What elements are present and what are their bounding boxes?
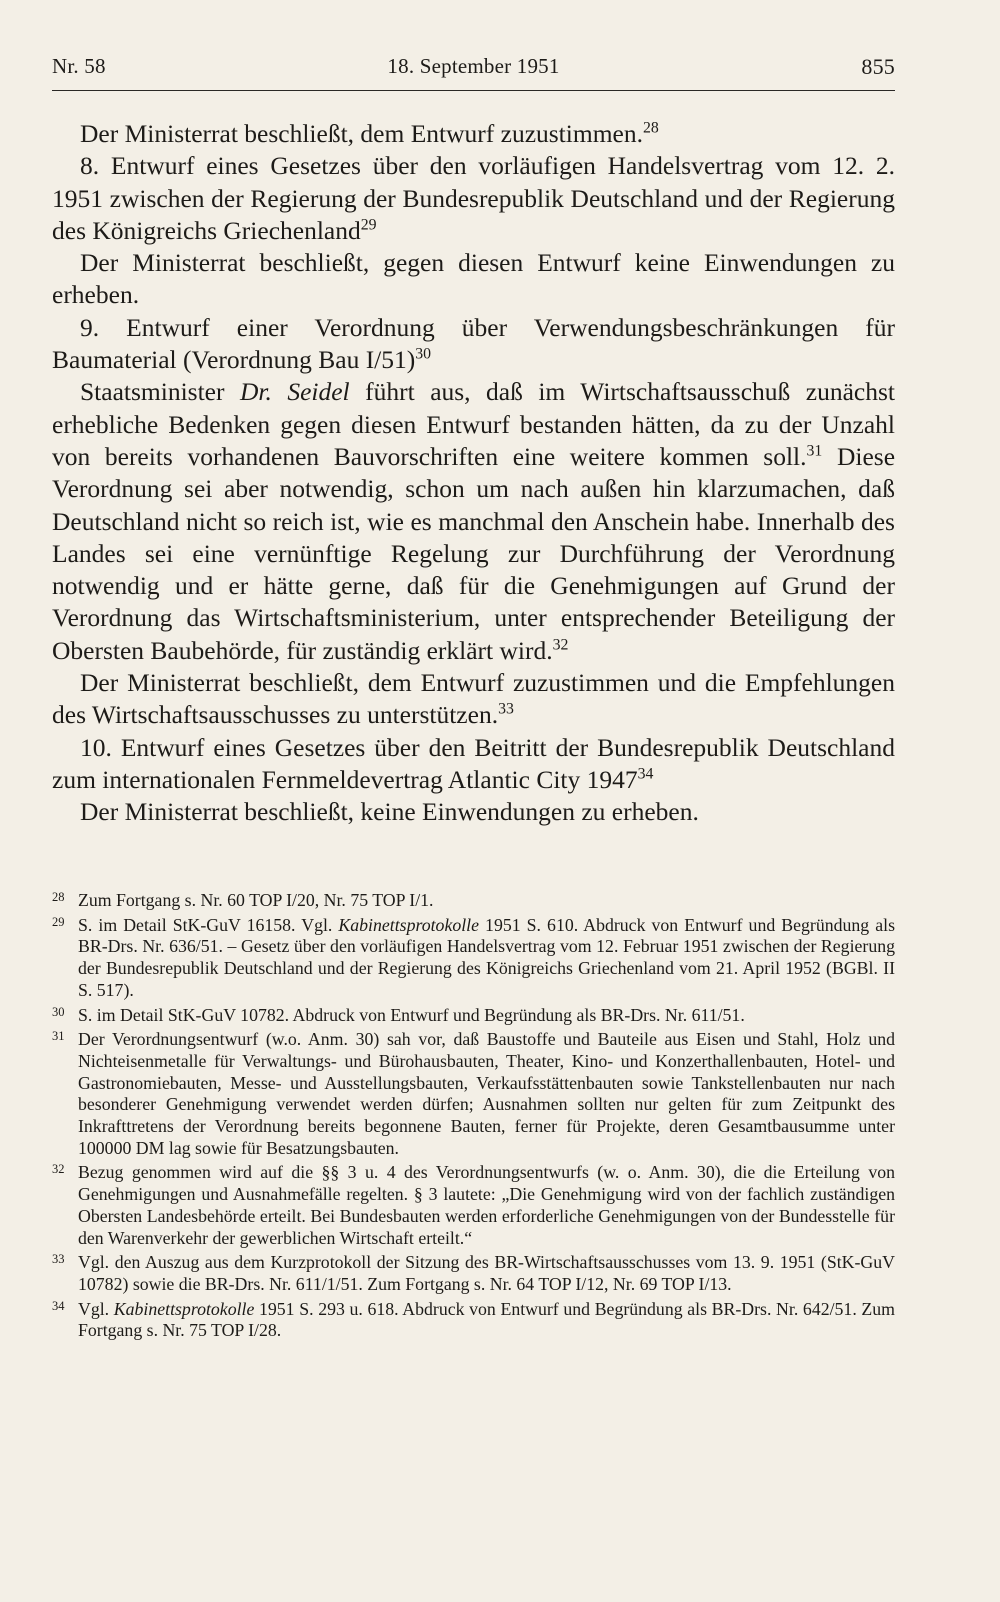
footnotes	[52, 890, 895, 1342]
footnote-ref: 32	[552, 636, 569, 654]
paragraph-text: 9. Entwurf einer Verordnung über Verwendungsbeschränkungen für Baumaterial (Verordnung Bau I/51)	[52, 312, 895, 375]
paragraph	[52, 376, 895, 667]
footnote-ref: 30	[415, 345, 432, 363]
footnote-ref: 28	[642, 119, 659, 137]
agenda-item	[52, 732, 895, 797]
paragraph	[52, 118, 895, 150]
footnote	[52, 1299, 895, 1342]
header-rule	[52, 90, 895, 91]
paragraph-text: Der Ministerrat beschließt, dem Entwurf zuzustimmen und die Empfehlungen des Wirtschaftsausschusses zu unterstützen.	[52, 668, 895, 730]
footnote-text: Bezug genommen wird auf die §§ 3 u. 4 des Verordnungsentwurfs (w. o. Anm. 30), die die Erteilung von Genehmigungen und Ausnahmefälle regelten. § 3 lautete: „Die Genehmigung wird von der fachlich zuständigen Obersten Landesbehörde erteilt. Bei Bundesbauten werden erforderliche Genehmigungen von der Bundesstelle für den Warenverkehr der gewerblichen Wirtschaft erteilt.“	[78, 1162, 895, 1248]
footnote	[52, 1252, 895, 1295]
issue-number: Nr. 58	[52, 54, 106, 78]
footnote-text: Der Verordnungsentwurf (w.o. Anm. 30) sah vor, daß Baustoffe und Bauteile aus Eisen und Stahl, Holz und Nichteisenmetalle für Verwaltungs- und Bürohausbauten, Theater, Kino- und Konzerthallenbauten, Hotel- und Gastronomiebauten, Messe- und Ausstellungsbauten, Verkaufsstättenbauten sowie Tankstellenbauten nur nach besonderer Genehmigung verwendet werden dürfen; Ausnahmen sollten nur gelten für zum Zeitpunkt des Inkrafttretens der Verordnung bereits begonnene Bauten, ferner für Projekte, deren Gesamtbausumme unter 100000 DM lag sowie für Besatzungsbauten.	[78, 1029, 895, 1158]
footnote-number: 29	[52, 914, 65, 929]
running-header	[52, 54, 895, 88]
footnote-number: 32	[52, 1162, 65, 1177]
footnote-number: 33	[52, 1252, 65, 1267]
agenda-item	[52, 150, 895, 247]
footnote	[52, 1005, 895, 1027]
footnote-text: S. im Detail StK-GuV 10782. Abdruck von Entwurf und Begründung als BR-Drs. Nr. 611/51.	[78, 1004, 745, 1025]
speaker-name: Dr. Seidel	[239, 377, 350, 407]
footnote-number: 28	[52, 890, 65, 904]
footnote	[52, 915, 895, 1002]
main-text	[52, 118, 895, 829]
footnote	[52, 1029, 895, 1159]
footnote-italic: Kabinettsprotokolle	[338, 914, 479, 935]
paragraph-text: führt aus, daß im Wirtschaftsausschuß zunächst erhebliche Bedenken gegen diesen Entwurf bestanden hätten, da zu der Unzahl von bereits vorhandenen Bauvorschriften eine weitere kommen soll.	[52, 377, 895, 471]
paragraph-text: Der Ministerrat beschließt, dem Entwurf zuzustimmen.	[80, 119, 643, 148]
footnote-italic: Kabinettsprotokolle	[113, 1298, 255, 1319]
paragraph	[52, 247, 895, 312]
footnote	[52, 890, 895, 912]
footnote-text: Vgl.	[78, 1298, 114, 1319]
footnote-text: Vgl. den Auszug aus dem Kurzprotokoll der Sitzung des BR-Wirtschaftsausschusses vom 13. 9. 1951 (StK-GuV 10782) sowie die BR-Drs. Nr. 611/1/51. Zum Fortgang s. Nr. 64 TOP I/12, Nr. 69 TOP I/13.	[78, 1252, 895, 1294]
paragraph-text: Staatsminister	[80, 377, 240, 407]
page-number: 855	[861, 54, 895, 79]
footnote-text: S. im Detail StK-GuV 16158. Vgl.	[78, 914, 339, 935]
paragraph-text: Der Ministerrat beschließt, keine Einwendungen zu erheben.	[80, 797, 699, 827]
footnote-ref: 31	[806, 442, 823, 460]
footnote-number: 30	[52, 1004, 65, 1019]
paragraph	[52, 796, 895, 828]
paragraph	[52, 667, 895, 732]
footnote	[52, 1162, 895, 1249]
footnote-ref: 29	[360, 216, 377, 234]
paragraph-text: 8. Entwurf eines Gesetzes über den vorläufigen Handelsvertrag vom 12. 2. 1951 zwischen der Regierung der Bundesrepublik Deutschland und der Regierung des Königreichs Griechenland	[52, 151, 895, 245]
footnote-ref: 34	[637, 765, 654, 783]
footnote-ref: 33	[498, 700, 514, 718]
agenda-item	[52, 312, 895, 377]
footnote-text: Zum Fortgang s. Nr. 60 TOP I/20, Nr. 75 TOP I/1.	[78, 890, 434, 910]
footnote-number: 34	[52, 1298, 65, 1313]
footnote-text: 1951 S. 610. Abdruck von Entwurf und Begründung als BR-Drs. Nr. 636/51. – Gesetz über den vorläufigen Handelsvertrag vom 12. Februar 1951 zwischen der Regierung der Bundesrepublik Deutschland und der Regierung des Königreichs Griechenland vom 21. April 1952 (BGBl. II S. 517).	[78, 914, 895, 1000]
header-date: 18. September 1951	[387, 54, 560, 78]
paragraph-text: Diese Verordnung sei aber notwendig, schon um nach außen hin klarzumachen, daß Deutschland nicht so reich ist, wie es manchmal den Anschein habe. Innerhalb des Landes sei eine vernünftige Regelung zur Durchführung der Verordnung notwendig und er hätte gerne, daß für die Genehmigungen auf Grund der Verordnung das Wirtschaftsministerium, unter entsprechender Beteiligung der Obersten Baubehörde, für zuständig erklärt wird.	[52, 441, 896, 665]
paragraph-text: 10. Entwurf eines Gesetzes über den Beitritt der Bundesrepublik Deutschland zum internationalen Fernmeldevertrag Atlantic City 1947	[52, 732, 895, 794]
footnote-text: 1951 S. 293 u. 618. Abdruck von Entwurf und Begründung als BR-Drs. Nr. 642/51. Zum Fortgang s. Nr. 75 TOP I/28.	[78, 1298, 896, 1341]
footnote-number: 31	[52, 1029, 65, 1044]
paragraph-text: Der Ministerrat beschließt, gegen diesen Entwurf keine Einwendungen zu erheben.	[52, 248, 895, 310]
